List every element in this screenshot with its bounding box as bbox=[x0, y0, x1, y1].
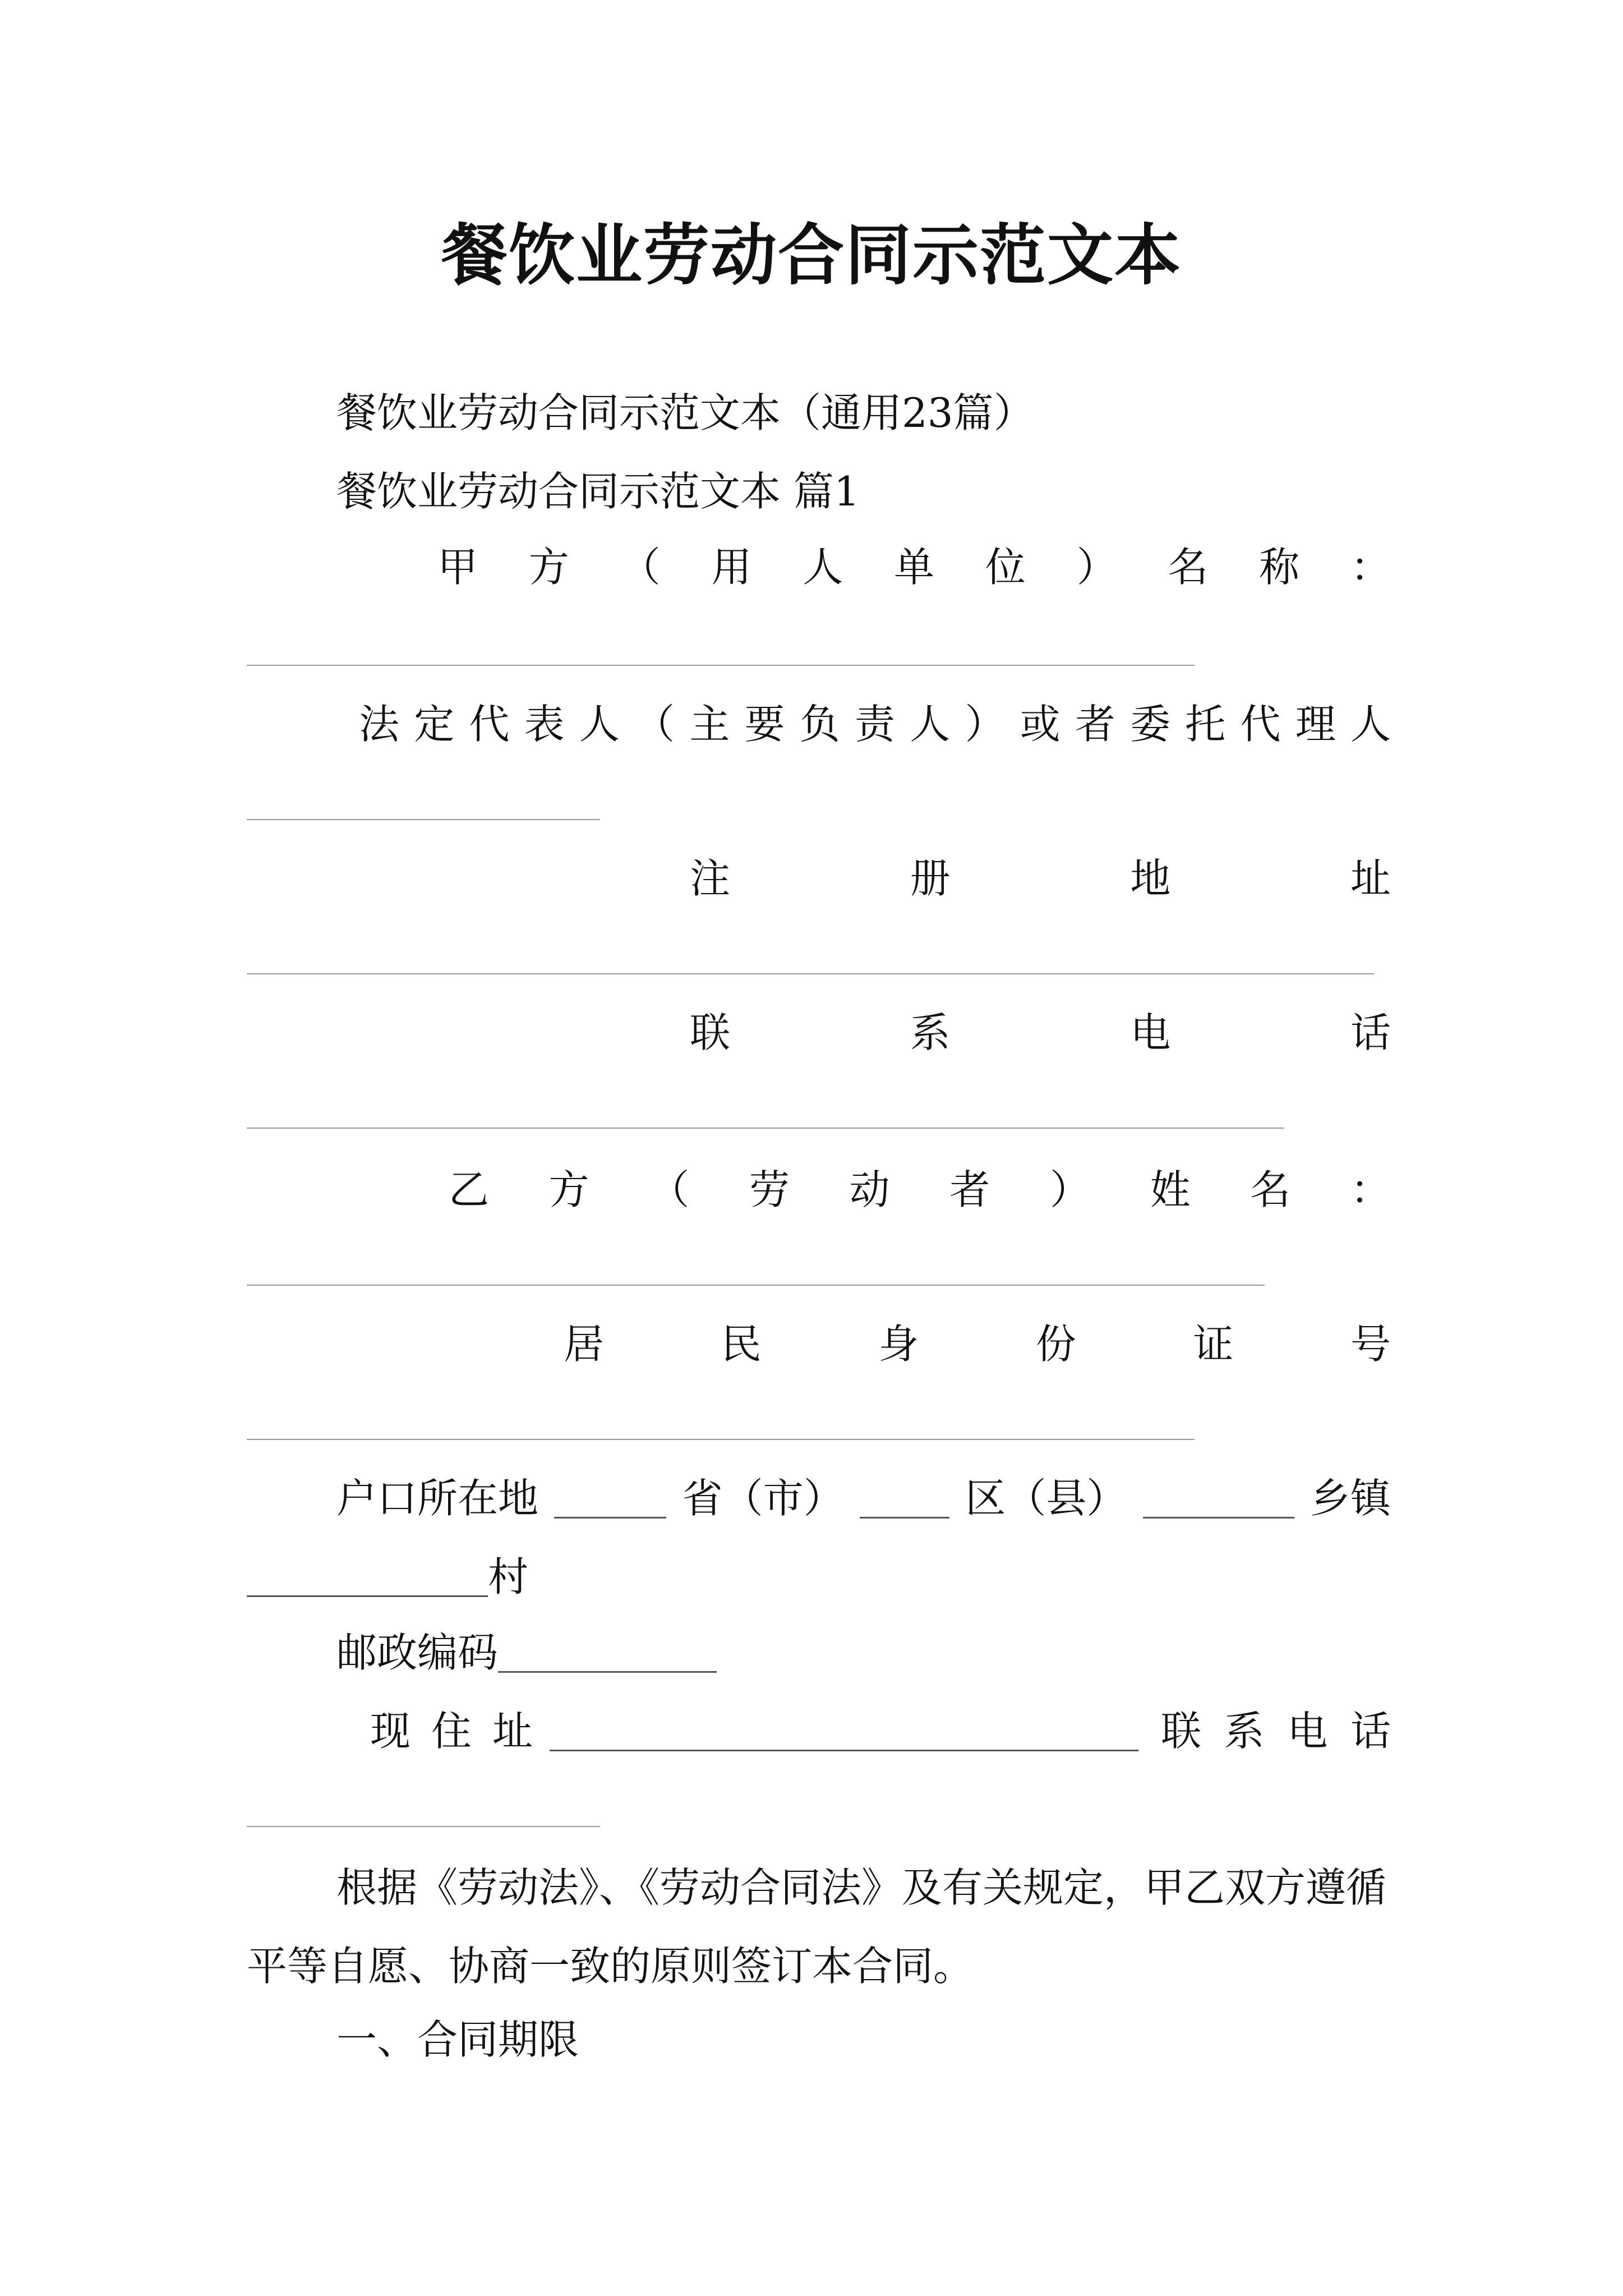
label-char: 用 bbox=[711, 544, 752, 591]
label-char: 份 bbox=[1035, 1320, 1076, 1368]
party-b-name-label bbox=[449, 1166, 1391, 1213]
label-char: 联 bbox=[690, 1009, 731, 1056]
label-char: （ bbox=[634, 701, 675, 748]
label-char: 定 bbox=[414, 701, 455, 748]
current-address-label bbox=[370, 1708, 533, 1755]
label-char: 要 bbox=[744, 701, 785, 748]
village-label: 村 bbox=[488, 1553, 529, 1600]
contact-phone-blank[interactable] bbox=[247, 1826, 600, 1827]
village-line bbox=[247, 1553, 529, 1600]
label-char: 负 bbox=[799, 701, 840, 748]
label-char: 劳 bbox=[749, 1166, 790, 1213]
label-char: 代 bbox=[469, 701, 510, 748]
label-char: 证 bbox=[1193, 1320, 1234, 1368]
label-char: 或 bbox=[1020, 701, 1061, 748]
party-b-id-label bbox=[564, 1320, 1391, 1368]
label-char: 者 bbox=[949, 1166, 990, 1213]
label-char: 现 bbox=[370, 1708, 411, 1755]
label-char: 号 bbox=[1350, 1320, 1391, 1368]
label-char: 主 bbox=[689, 701, 730, 748]
contact-phone-label bbox=[1161, 1708, 1391, 1755]
label-char: 联 bbox=[1161, 1708, 1202, 1755]
label-char: 者 bbox=[1075, 701, 1115, 748]
party-b-id-blank[interactable] bbox=[247, 1439, 1195, 1440]
label-char: ） bbox=[965, 701, 1006, 748]
label-char: 民 bbox=[721, 1320, 762, 1368]
label-char: 位 bbox=[985, 544, 1026, 591]
district-label: 区（县） bbox=[965, 1475, 1127, 1522]
clause-1-heading: 一、合同期限 bbox=[336, 2016, 579, 2063]
label-char: ） bbox=[1049, 1166, 1090, 1213]
label-char: 人 bbox=[579, 701, 620, 748]
label-char: 方 bbox=[528, 544, 569, 591]
label-char: 身 bbox=[878, 1320, 919, 1368]
party-a-name-label bbox=[437, 544, 1391, 591]
town-blank[interactable] bbox=[1143, 1481, 1294, 1519]
label-char: 甲 bbox=[437, 544, 478, 591]
label-char: 系 bbox=[910, 1009, 951, 1056]
label-char: （ bbox=[649, 1166, 690, 1213]
section-heading: 餐饮业劳动合同示范文本 篇1 bbox=[336, 468, 860, 515]
district-blank[interactable] bbox=[860, 1481, 949, 1519]
label-char: （ bbox=[620, 544, 661, 591]
postcode-line bbox=[336, 1629, 717, 1676]
label-char: 话 bbox=[1350, 1708, 1391, 1755]
party-a-address-blank[interactable] bbox=[247, 973, 1374, 974]
town-label: 乡镇 bbox=[1310, 1475, 1391, 1522]
label-char: 册 bbox=[910, 855, 951, 902]
hukou-line bbox=[336, 1475, 1391, 1522]
label-char: 责 bbox=[854, 701, 895, 748]
document-subtitle: 餐饮业劳动合同示范文本（通用23篇） bbox=[336, 389, 1034, 436]
label-char: 姓 bbox=[1150, 1166, 1191, 1213]
village-blank[interactable] bbox=[247, 1559, 488, 1597]
label-char: 称 bbox=[1259, 544, 1300, 591]
label-char: 人 bbox=[1350, 701, 1391, 748]
label-char: 方 bbox=[548, 1166, 589, 1213]
label-char: 表 bbox=[524, 701, 565, 748]
label-char: 住 bbox=[431, 1708, 472, 1755]
label-char: 系 bbox=[1224, 1708, 1265, 1755]
label-char: 单 bbox=[893, 544, 934, 591]
postcode-label: 邮政编码 bbox=[336, 1629, 499, 1676]
label-char: 居 bbox=[564, 1320, 605, 1368]
label-char: 注 bbox=[690, 855, 731, 902]
label-char: 乙 bbox=[449, 1166, 490, 1213]
current-address-blank[interactable] bbox=[550, 1714, 1138, 1751]
postcode-blank[interactable] bbox=[498, 1635, 717, 1673]
province-label: 省（市） bbox=[682, 1475, 844, 1522]
label-char: ： bbox=[1350, 544, 1391, 591]
party-a-address-label bbox=[690, 855, 1391, 902]
preamble-paragraph: 根据《劳动法》、《劳动合同法》及有关规定，甲乙双方遵循平等自愿、协商一致的原则签订本合同。 bbox=[247, 1864, 1387, 1990]
province-blank[interactable] bbox=[554, 1481, 666, 1519]
label-char: 址 bbox=[1350, 855, 1391, 902]
label-char: 人 bbox=[803, 544, 843, 591]
label-char: 人 bbox=[910, 701, 951, 748]
party-a-representative-blank[interactable] bbox=[247, 819, 600, 820]
label-char: 名 bbox=[1168, 544, 1209, 591]
hukou-label: 户口所在地 bbox=[336, 1475, 539, 1522]
label-char: 址 bbox=[492, 1708, 533, 1755]
label-char: ） bbox=[1076, 544, 1117, 591]
label-char: 托 bbox=[1185, 701, 1226, 748]
party-a-phone-label bbox=[690, 1009, 1391, 1056]
party-a-name-blank[interactable] bbox=[247, 665, 1195, 666]
party-a-representative-label bbox=[359, 701, 1391, 748]
label-char: 名 bbox=[1250, 1166, 1291, 1213]
label-char: 法 bbox=[359, 701, 400, 748]
current-address-line bbox=[370, 1708, 1391, 1755]
document-title: 餐饮业劳动合同示范文本 bbox=[441, 216, 1182, 294]
party-a-phone-blank[interactable] bbox=[247, 1128, 1284, 1129]
label-char: 话 bbox=[1350, 1009, 1391, 1056]
label-char: 电 bbox=[1287, 1708, 1328, 1755]
label-char: 电 bbox=[1130, 1009, 1171, 1056]
label-char: 委 bbox=[1130, 701, 1171, 748]
label-char: 代 bbox=[1240, 701, 1281, 748]
party-b-name-blank[interactable] bbox=[247, 1285, 1265, 1286]
label-char: 理 bbox=[1295, 701, 1336, 748]
label-char: ： bbox=[1350, 1166, 1391, 1213]
label-char: 地 bbox=[1130, 855, 1171, 902]
label-char: 动 bbox=[849, 1166, 890, 1213]
